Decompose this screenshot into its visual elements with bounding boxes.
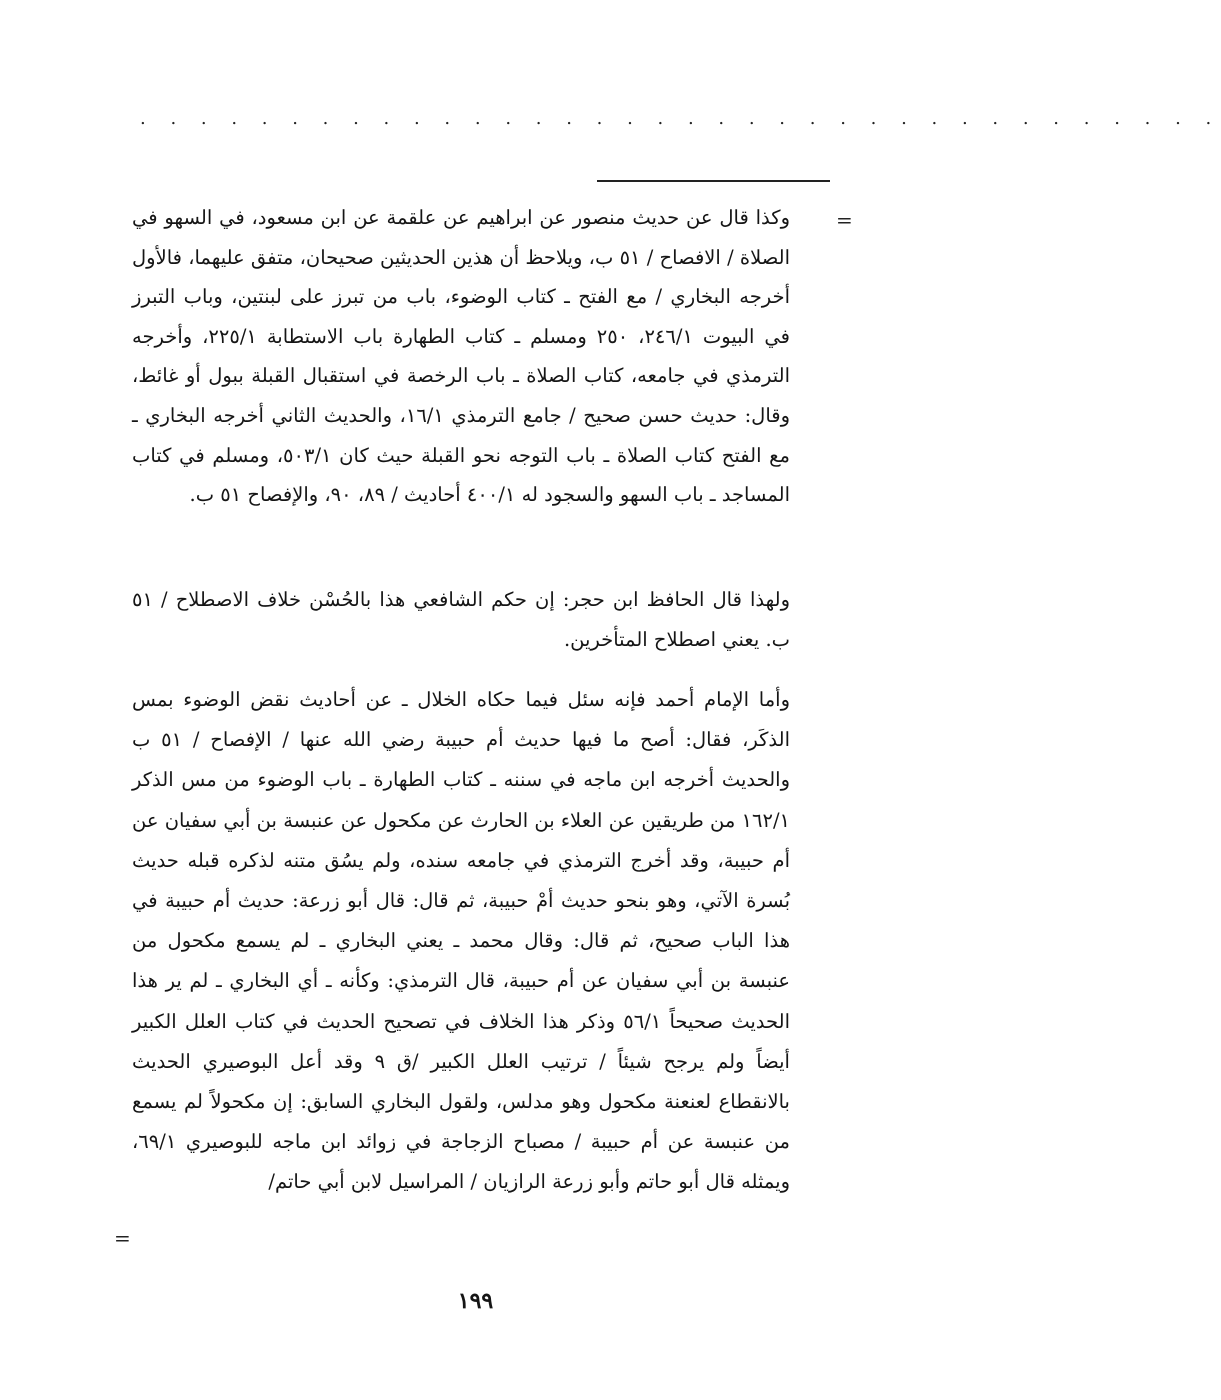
footnote-rule: [597, 180, 830, 182]
page-number: ١٩٩: [457, 1288, 494, 1314]
footnote-paragraph-3: وأما الإمام أحمد فإنه سئل فيما حكاه الخلال ـ عن أحاديث نقض الوضوء بمس الذكَر، فقال: أصح ما فيها حديث أم حبيبة رضي الله عنها / الإفصاح / ٥١ ب والحديث أخرجه ابن ماجه في سننه ـ كتاب الطهارة ـ باب الوضوء من مس الذكر ١٦٢/١ من طريقين عن العلاء بن الحارث عن مكحول عن عنبسة بن أبي سفيان عن أم حبيبة، وقد أخرج الترمذي في جامعه سنده، ولم يسُق متنه لذكره قبله حديث بُسرة الآتي، وهو بنحو حديث أمْ حبيبة، ثم قال: قال أبو زرعة: حديث أم حبيبة في هذا الباب صحيح، ثم قال: وقال محمد ـ يعني البخاري ـ لم يسمع مكحول من عنبسة بن أبي سفيان عن أم حبيبة، قال الترمذي: وكأنه ـ أي البخاري ـ لم ير هذا الحديث صحيحاً ٥٦/١ وذكر هذا الخلاف في تصحيح الحديث في كتاب العلل الكبير أيضاً ولم يرجح شيئاً / ترتيب العلل الكبير /ق ٩ وقد أعل البوصيري الحديث بالانقطاع لعنعنة مكحول وهو مدلس، ولقول البخاري السابق: إن مكحولاً لم يسمع من عنبسة عن أم حبيبة / مصباح الزجاجة في زوائد ابن ماجه للبوصيري ٦٩/١، ويمثله قال أبو حاتم وأبو زرعة الرازيان / المراسيل لابن أبي حاتم/: [132, 688, 790, 1194]
footnote-paragraph-1: وكذا قال عن حديث منصور عن ابراهيم عن علقمة عن ابن مسعود، في السهو في الصلاة / الافصاح / ٥١ ب، ويلاحظ أن هذين الحديثين صحيحان، متفق عليهما، فالأول أخرجه البخاري / مع الفتح ـ كتاب الوضوء، باب من تبرز على لبنتين، وباب التبرز في البيوت ٢٤٦/١، ٢٥٠ ومسلم ـ كتاب الطهارة باب الاستطابة ٢٢٥/١، وأخرجه الترمذي في جامعه، كتاب الصلاة ـ باب الرخصة في استقبال القبلة ببول أو غائط، وقال: حديث حسن صحيح / جامع الترمذي ١٦/١، والحديث الثاني أخرجه البخاري ـ مع الفتح كتاب الصلاة ـ باب التوجه نحو القبلة حيث كان ٥٠٣/١، ومسلم في كتاب المساجد ـ باب السهو والسجود له ٤٠٠/١ أحاديث / ٨٩، ٩٠، والإفصاح ٥١ ب.: [132, 206, 791, 507]
footnote-paragraph-2: ولهذا قال الحافظ ابن حجر: إن حكم الشافعي هذا بالحُسْن خلاف الاصطلاح / ٥١ ب. يعني اصطلاح المتأخرين.: [132, 588, 790, 651]
continuation-marker-start: =: [836, 208, 853, 232]
dotted-separator: . . . . . . . . . . . . . . . . . . . . . . . . . . . . . . . . . . . .: [140, 108, 1221, 129]
continuation-marker-end: =: [114, 1226, 131, 1250]
